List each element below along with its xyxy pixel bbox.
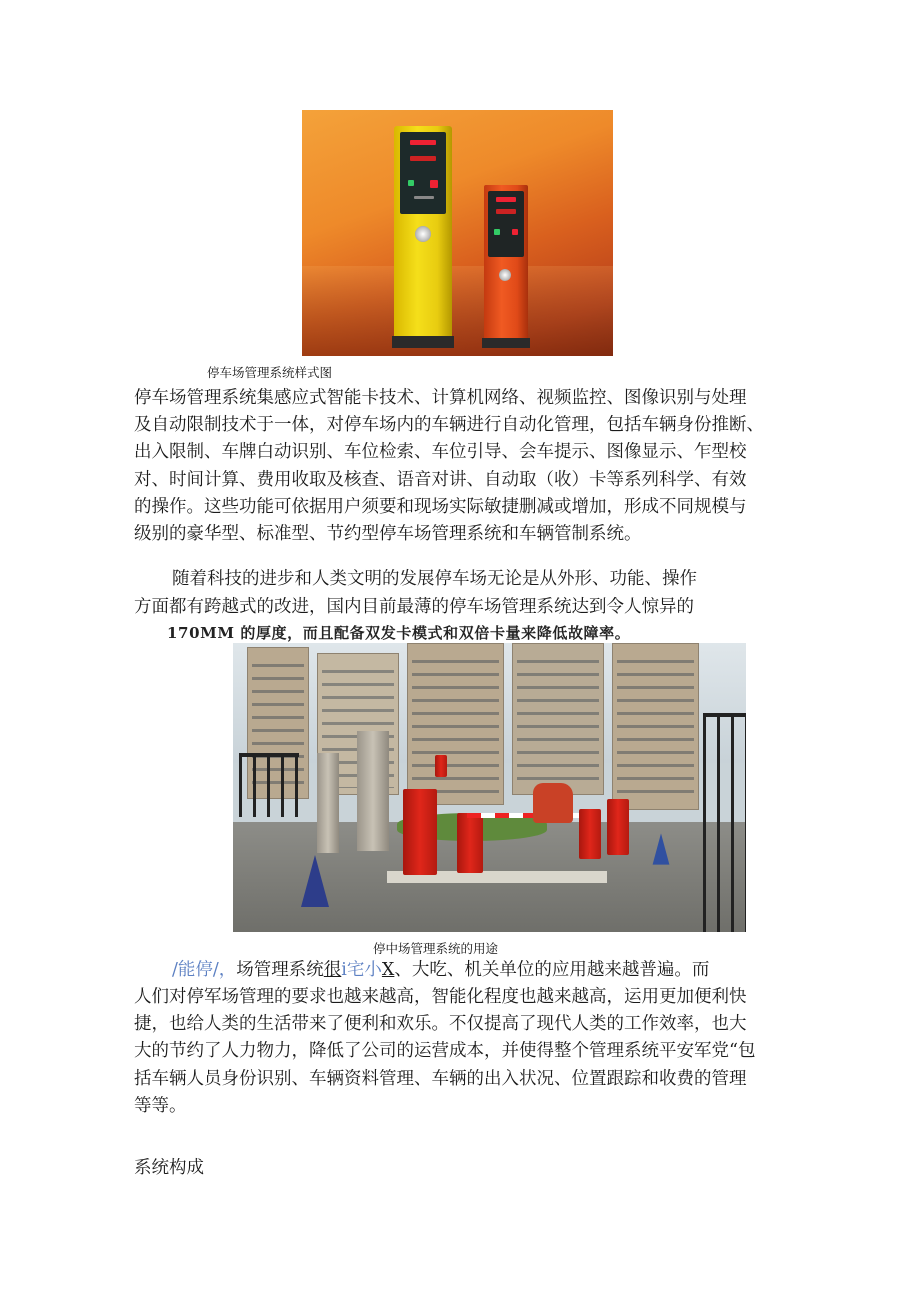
ticket-machine bbox=[403, 789, 437, 875]
section-heading: 系统构成 bbox=[134, 1158, 204, 1178]
building bbox=[407, 643, 504, 805]
paragraph-1 bbox=[134, 385, 764, 548]
fence bbox=[239, 753, 299, 817]
paragraph-line: 等等。 bbox=[134, 1095, 187, 1116]
machine-base bbox=[482, 338, 530, 348]
machine-display-panel bbox=[400, 132, 446, 214]
yellow-ticket-machine bbox=[394, 126, 452, 348]
photo-white-margin bbox=[167, 643, 233, 932]
building bbox=[512, 643, 604, 795]
gate-pillar bbox=[317, 753, 339, 853]
intercom-speaker bbox=[415, 226, 431, 242]
hyperlink-text[interactable]: /能停/， bbox=[172, 960, 237, 980]
building bbox=[612, 643, 699, 810]
card-slot bbox=[414, 196, 434, 199]
paragraph-line: 人们对停军场管理的要求也越来越高，智能化程度也越来越高，运用更加便利快 bbox=[134, 987, 747, 1007]
camera-sign bbox=[435, 755, 447, 777]
led-readout bbox=[496, 209, 516, 214]
inline-text: 场管理系统 bbox=[236, 960, 324, 980]
led-readout bbox=[496, 197, 516, 202]
traffic-cone bbox=[301, 855, 329, 907]
barrier-arm bbox=[467, 813, 597, 818]
paragraph-line: 出入限制、车牌白动识别、车位检索、车位引导、会车提示、图像显示、乍型校 bbox=[134, 442, 747, 463]
machine-display-panel bbox=[488, 191, 524, 257]
paragraph-line: 捷，也给人类的生活带来了便利和欢乐。不仅提高了现代人类的工作效率，也大 bbox=[134, 1014, 747, 1035]
parking-ticket-machines-photo bbox=[302, 110, 613, 356]
ticket-machine bbox=[607, 799, 629, 855]
barrier-gate bbox=[579, 809, 601, 859]
paragraph-line: 停车场管理系统集感应式智能卡技术、计算机网络、视频监控、图像识别与处理 bbox=[134, 388, 747, 408]
red-button bbox=[512, 229, 518, 235]
paragraph-3 bbox=[134, 984, 755, 1120]
underlined-text: 很 bbox=[323, 960, 342, 980]
figure1-caption: 停车场管理系统样式图 bbox=[207, 365, 333, 380]
hyperlink-text[interactable]: i宅小 bbox=[341, 960, 382, 980]
machine-base bbox=[392, 336, 454, 348]
led-readout bbox=[410, 140, 436, 145]
green-button bbox=[494, 229, 500, 235]
paragraph-line: 的操作。这些功能可依据用户须要和现场实际敏捷删减或增加，形成不同规模与 bbox=[134, 496, 747, 517]
paragraph-line: 及自动限制技术于一体，对停车场内的车辆进行自动化管理，包括车辆身份推断、 bbox=[134, 415, 764, 436]
scanned-text-line: 170MM 的厚度，而且配备双发卡模式和双倍卡量来降低故障率。 bbox=[167, 624, 631, 642]
intercom-speaker bbox=[499, 269, 511, 281]
paragraph-line: 级别的豪华型、标准型、节约型停车场管理系统和车辆管制系统。 bbox=[134, 524, 642, 545]
photo-floor bbox=[302, 266, 613, 356]
figure2-caption: 停中场管理系统的用途 bbox=[373, 941, 499, 956]
red-vehicle bbox=[533, 783, 573, 823]
parking-gate-photo bbox=[167, 643, 746, 932]
red-button bbox=[430, 180, 438, 188]
paragraph-line: 对、时间计算、费用收取及核查、语音对讲、自动取（收）卡等系列科学、有效 bbox=[134, 469, 747, 490]
iron-gate bbox=[703, 713, 746, 932]
paragraph-3-first-line bbox=[172, 957, 709, 984]
paragraph-line: 括车辆人员身份识别、车辆资料管理、车辆的出入状况、位置跟踪和收费的管理 bbox=[134, 1068, 747, 1089]
traffic-cone bbox=[653, 833, 670, 864]
paragraph-line: 大的节约了人力物力，降低了公司的运营成本，并使得整个管理系统平安军党“包 bbox=[134, 1041, 756, 1062]
paragraph-line: 方面都有跨越式的改进，国内目前最薄的停车场管理系统达到令人惊异的 bbox=[134, 597, 694, 617]
green-button bbox=[408, 180, 414, 186]
led-readout bbox=[410, 156, 436, 161]
paragraph-line: 随着科技的进步和人类文明的发展停车场无论是从外形、功能、操作 bbox=[172, 569, 697, 589]
red-ticket-machine bbox=[484, 185, 528, 348]
barrier-gate bbox=[457, 813, 483, 873]
gate-pillar bbox=[357, 731, 389, 851]
inline-text: 、大吃、机关单位的应用越来越普遍。而 bbox=[394, 960, 710, 980]
underlined-text: X bbox=[381, 960, 395, 980]
